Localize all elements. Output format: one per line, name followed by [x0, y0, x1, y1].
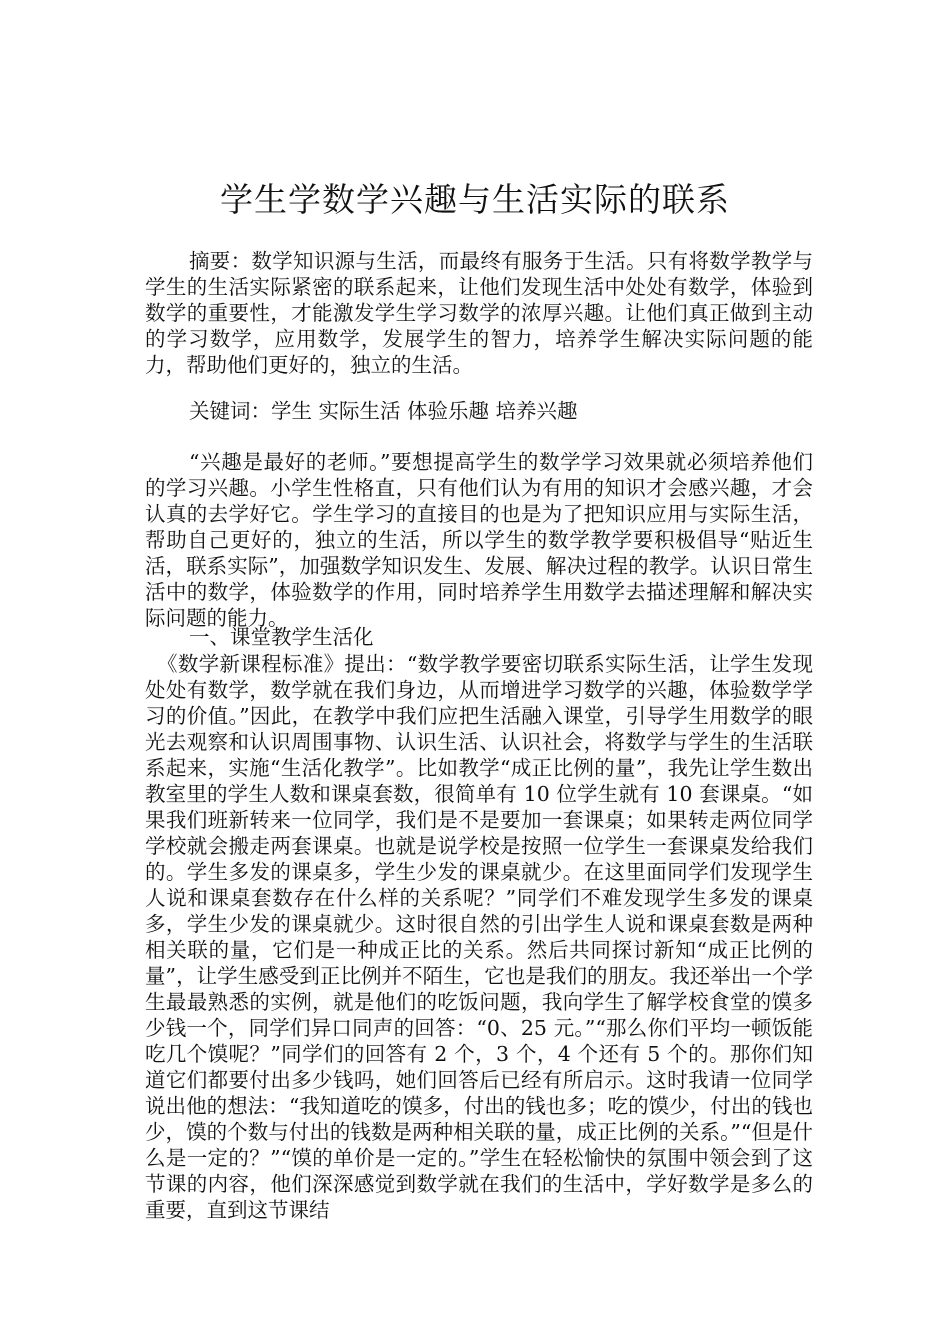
keywords-line: 关键词：学生 实际生活 体验乐趣 培养兴趣: [189, 399, 578, 423]
section-heading: 一、课堂教学生活化: [189, 625, 374, 649]
intro-paragraph: “兴趣是最好的老师。”要想提高学生的数学学习效果就必须培养他们的学习兴趣。小学生性格直，只有他们认为有用的知识才会感兴趣，才会认真的去学好它。学生学习的直接目的也是为了把知识应用与实际生活，帮助自己更好的，独立的生活，所以学生的数学教学要积极倡导“贴近生活，联系实际”，加强数学知识发生、发展、解决过程的教学。认识日常生活中的数学，体验数学的作用，同时培养学生用数学去描述理解和解决实际问题的能力。: [145, 450, 813, 630]
abstract-paragraph: 摘要：数学知识源与生活，而最终有服务于生活。只有将数学教学与学生的生活实际紧密的联系起来，让他们发现生活中处处有数学，体验到数学的重要性，才能激发学生学习数学的浓厚兴趣。让他们真正做到主动的学习数学，应用数学，发展学生的智力，培养学生解决实际问题的能力，帮助他们更好的，独立的生活。: [145, 249, 813, 377]
section-body-paragraph: 《数学新课程标准》提出：“数学教学要密切联系实际生活，让学生发现处处有数学，数学就在我们身边，从而增进学习数学的兴趣，体验数学学习的价值。”因此，在教学中我们应把生活融入课堂，引导学生用数学的眼光去观察和认识周围事物、认识生活、认识社会，将数学与学生的生活联系起来，实施“生活化教学”。比如教学“成正比例的量”，我先让学生数出教室里的学生人数和课桌套数，很简单有 10 位学生就有 10 套课桌。“如果我们班新转来一位同学，我们是不是要加一套课桌；如果转走两位同学学校就会搬走两套课桌。也就是说学校是按照一位学生一套课桌发给我们的。学生多发的课桌多，学生少发的课桌就少。在这里面同学们发现学生人说和课桌套数存在什么样的关系呢？”同学们不难发现学生多发的课桌多，学生少发的课桌就少。这时很自然的引出学生人说和课桌套数是两种相关联的量，它们是一种成正比的关系。然后共同探讨新知“成正比例的量”，让学生感受到正比例并不陌生，它也是我们的朋友。我还举出一个学生最最熟悉的实例，就是他们的吃饭问题，我向学生了解学校食堂的馍多少钱一个，同学们异口同声的回答：“0、25 元。”“那么你们平均一顿饭能吃几个馍呢？”同学们的回答有 2 个，3 个，4 个还有 5 个的。那你们知道它们都要付出多少钱吗，她们回答后已经有所启示。这时我请一位同学说出他的想法：“我知道吃的馍多，付出的钱也多；吃的馍少，付出的钱也少，馍的个数与付出的钱数是两种相关联的量，成正比例的关系。”“但是什么是一定的？”“馍的单价是一定的。”学生在轻松愉快的氛围中领会到了这节课的内容，他们深深感觉到数学就在我们的生活中，学好数学是多么的重要，直到这节课结: [145, 652, 813, 1222]
document-title: 学生学数学兴趣与生活实际的联系: [220, 180, 730, 219]
